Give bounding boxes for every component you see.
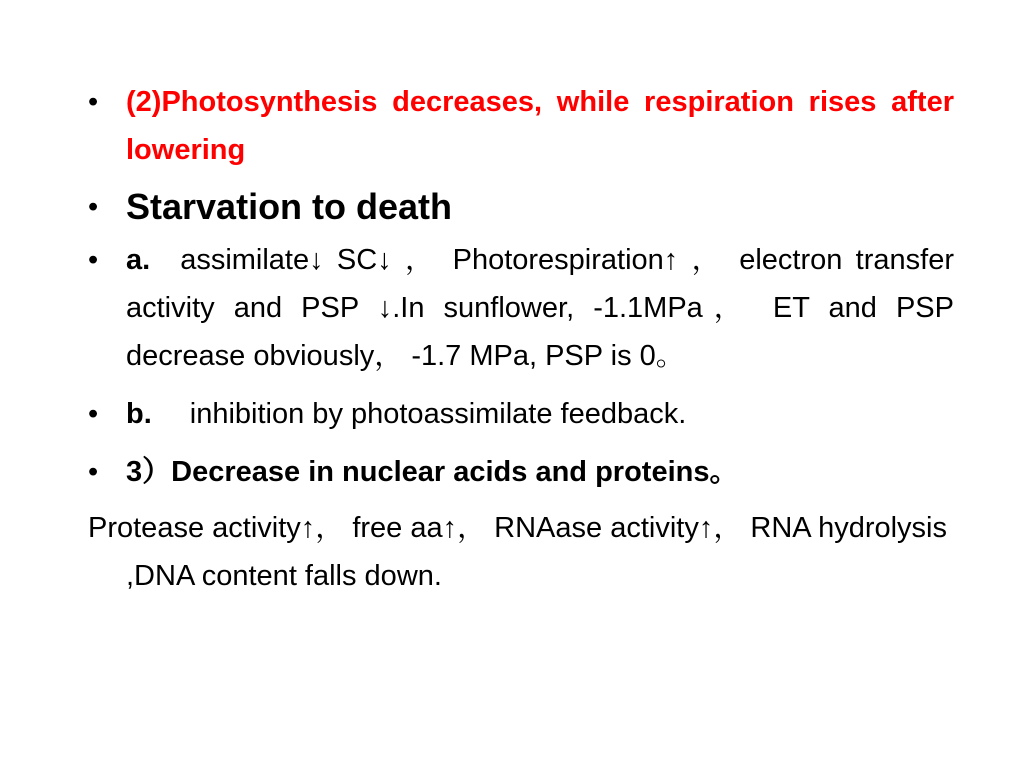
bullet-lead: b. [126, 398, 152, 430]
bullet-text: Starvation to death [126, 186, 453, 227]
bullet-item-a [88, 236, 954, 380]
bullet-dot: • [88, 86, 99, 118]
bullet-item-photosynthesis [88, 78, 954, 174]
bullet-lead: 3） [126, 456, 172, 488]
bullet-text: (2)Photosynthesis decreases, while respiration rises after lowering [126, 86, 954, 166]
bullet-dot: • [88, 398, 99, 430]
bullet-item-3 [88, 448, 954, 496]
bullet-item-b [88, 390, 954, 438]
bullet-dot: • [88, 456, 99, 488]
bullet-lead: a. [126, 244, 151, 276]
bullet-text: inhibition by photoassimilate feedback. [189, 398, 687, 430]
bullet-text: assimilate↓ SC↓ ， Photorespiration↑ ， electron transfer activity and PSP ↓.In sunflower, -1.1MPa， ET and PSP decrease obviously， -1.7 MPa, PSP is 0。 [126, 244, 954, 372]
paragraph-protease: Protease activity↑， free aa↑， RNAase activity↑， RNA hydrolysis ,DNA content falls down. [88, 512, 947, 592]
bullet-dot: • [88, 244, 99, 276]
bullet-dot: • [88, 191, 99, 223]
bullet-item-starvation [88, 182, 954, 232]
bullet-text: Decrease in nuclear acids and proteins。 [171, 456, 739, 488]
slide-body [88, 78, 954, 629]
